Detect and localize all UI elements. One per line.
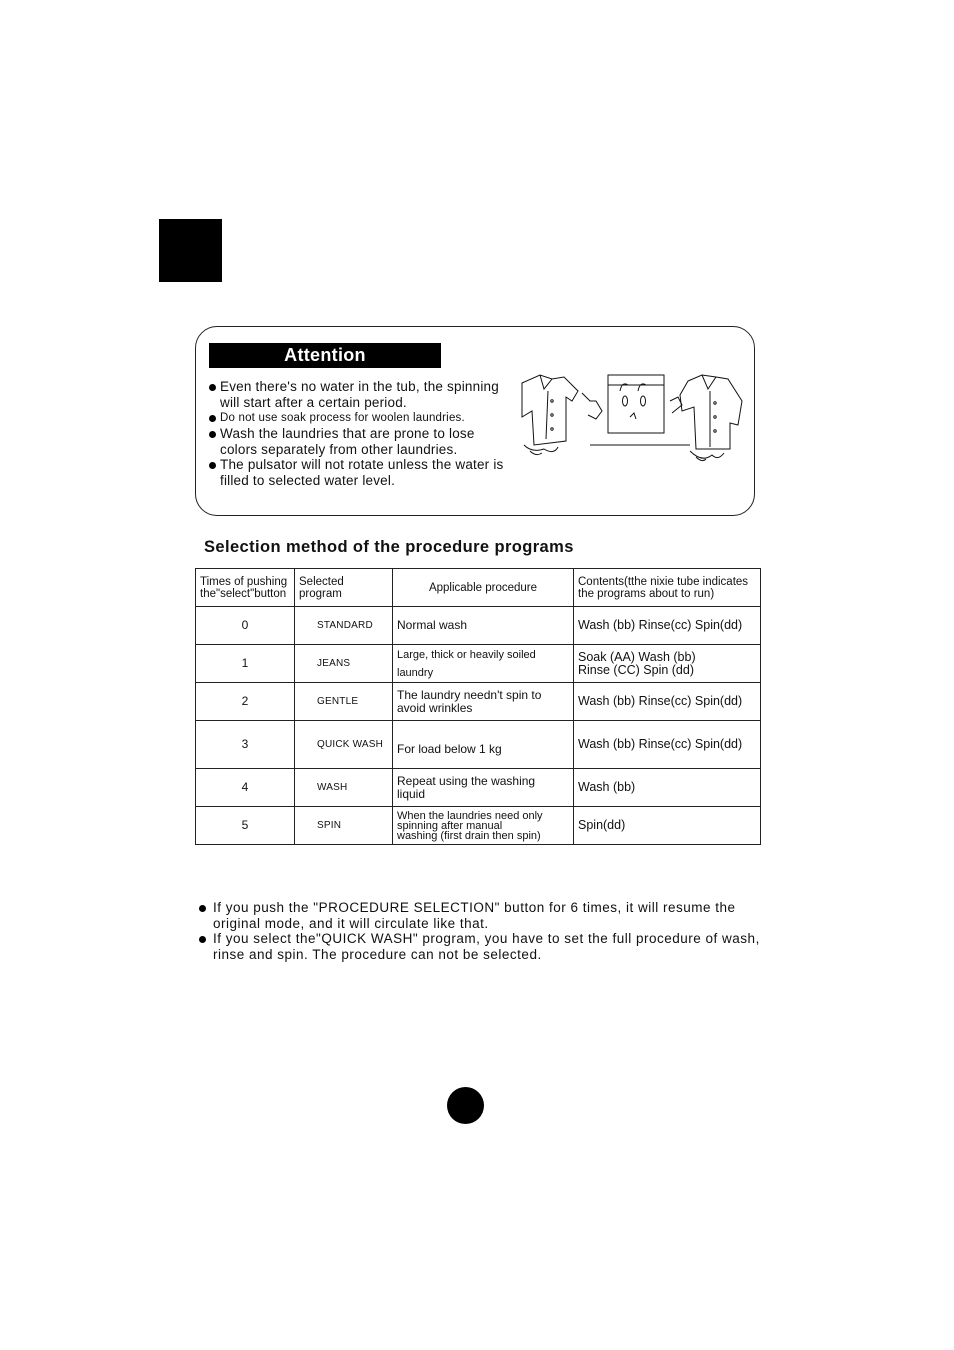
cell-contents: Wash (bb) Rinse(cc) Spin(dd) xyxy=(574,683,761,721)
note-item: If you select the"QUICK WASH" program, you have to set the full procedure of wash, rinse and spin. The procedure can not be selected. xyxy=(199,931,769,962)
cell-contents: Wash (bb) Rinse(cc) Spin(dd) xyxy=(574,607,761,645)
bullet-icon xyxy=(209,384,216,391)
cell-contents: Wash (bb) Rinse(cc) Spin(dd) xyxy=(574,721,761,769)
header-times: Times of pushing the"select"button xyxy=(196,569,295,607)
cell-program: STANDARD xyxy=(295,607,393,645)
cell-procedure: When the laundries need only spinning after manual washing (first drain then spin) xyxy=(393,807,574,845)
cell-times: 2 xyxy=(196,683,295,721)
header-contents: Contents(tthe nixie tube indicates the programs about to run) xyxy=(574,569,761,607)
washing-machine-clothes-icon xyxy=(512,371,750,471)
cell-procedure: Normal wash xyxy=(393,607,574,645)
header-procedure: Applicable procedure xyxy=(393,569,574,607)
table-row xyxy=(196,769,761,807)
procedure-programs-table xyxy=(195,568,761,845)
cell-procedure: The laundry needn't spin to avoid wrinkles xyxy=(393,683,574,721)
cell-procedure: Repeat using the washing liquid xyxy=(393,769,574,807)
attention-item: Do not use soak process for woolen laundries. xyxy=(209,410,509,426)
cell-contents: Soak (AA) Wash (bb) Rinse (CC) Spin (dd) xyxy=(574,645,761,683)
cell-contents: Spin(dd) xyxy=(574,807,761,845)
bullet-icon xyxy=(199,936,206,943)
cell-times: 1 xyxy=(196,645,295,683)
cell-procedure: For load below 1 kg xyxy=(393,721,574,769)
table-row xyxy=(196,721,761,769)
bullet-icon xyxy=(199,905,206,912)
attention-box xyxy=(195,326,755,516)
cell-program: GENTLE xyxy=(295,683,393,721)
table-row xyxy=(196,683,761,721)
table-row xyxy=(196,607,761,645)
notes-list xyxy=(199,900,769,963)
header-program: Selected program xyxy=(295,569,393,607)
attention-list xyxy=(209,379,509,488)
note-item: If you push the "PROCEDURE SELECTION" button for 6 times, it will resume the original mode, and it will circulate like that. xyxy=(199,900,769,931)
table-row xyxy=(196,645,761,683)
cell-program: WASH xyxy=(295,769,393,807)
table-header-row xyxy=(196,569,761,607)
section-title: Selection method of the procedure programs xyxy=(204,538,574,556)
cell-times: 4 xyxy=(196,769,295,807)
cell-times: 3 xyxy=(196,721,295,769)
bullet-icon xyxy=(209,415,216,422)
page-number-dot-icon xyxy=(447,1087,484,1124)
attention-heading: Attention xyxy=(209,343,441,368)
cell-contents: Wash (bb) xyxy=(574,769,761,807)
attention-item: Wash the laundries that are prone to lose colors separately from other laundries. xyxy=(209,426,509,457)
table-row xyxy=(196,807,761,845)
cell-program: JEANS xyxy=(295,645,393,683)
cell-program: SPIN xyxy=(295,807,393,845)
cell-times: 0 xyxy=(196,607,295,645)
section-marker-block xyxy=(159,219,222,282)
cell-program: QUICK WASH xyxy=(295,721,393,769)
attention-item: Even there's no water in the tub, the spinning will start after a certain period. xyxy=(209,379,509,410)
cell-procedure: Large, thick or heavily soiled laundry xyxy=(393,645,574,683)
bullet-icon xyxy=(209,462,216,469)
cell-times: 5 xyxy=(196,807,295,845)
bullet-icon xyxy=(209,431,216,438)
attention-item: The pulsator will not rotate unless the water is filled to selected water level. xyxy=(209,457,509,488)
